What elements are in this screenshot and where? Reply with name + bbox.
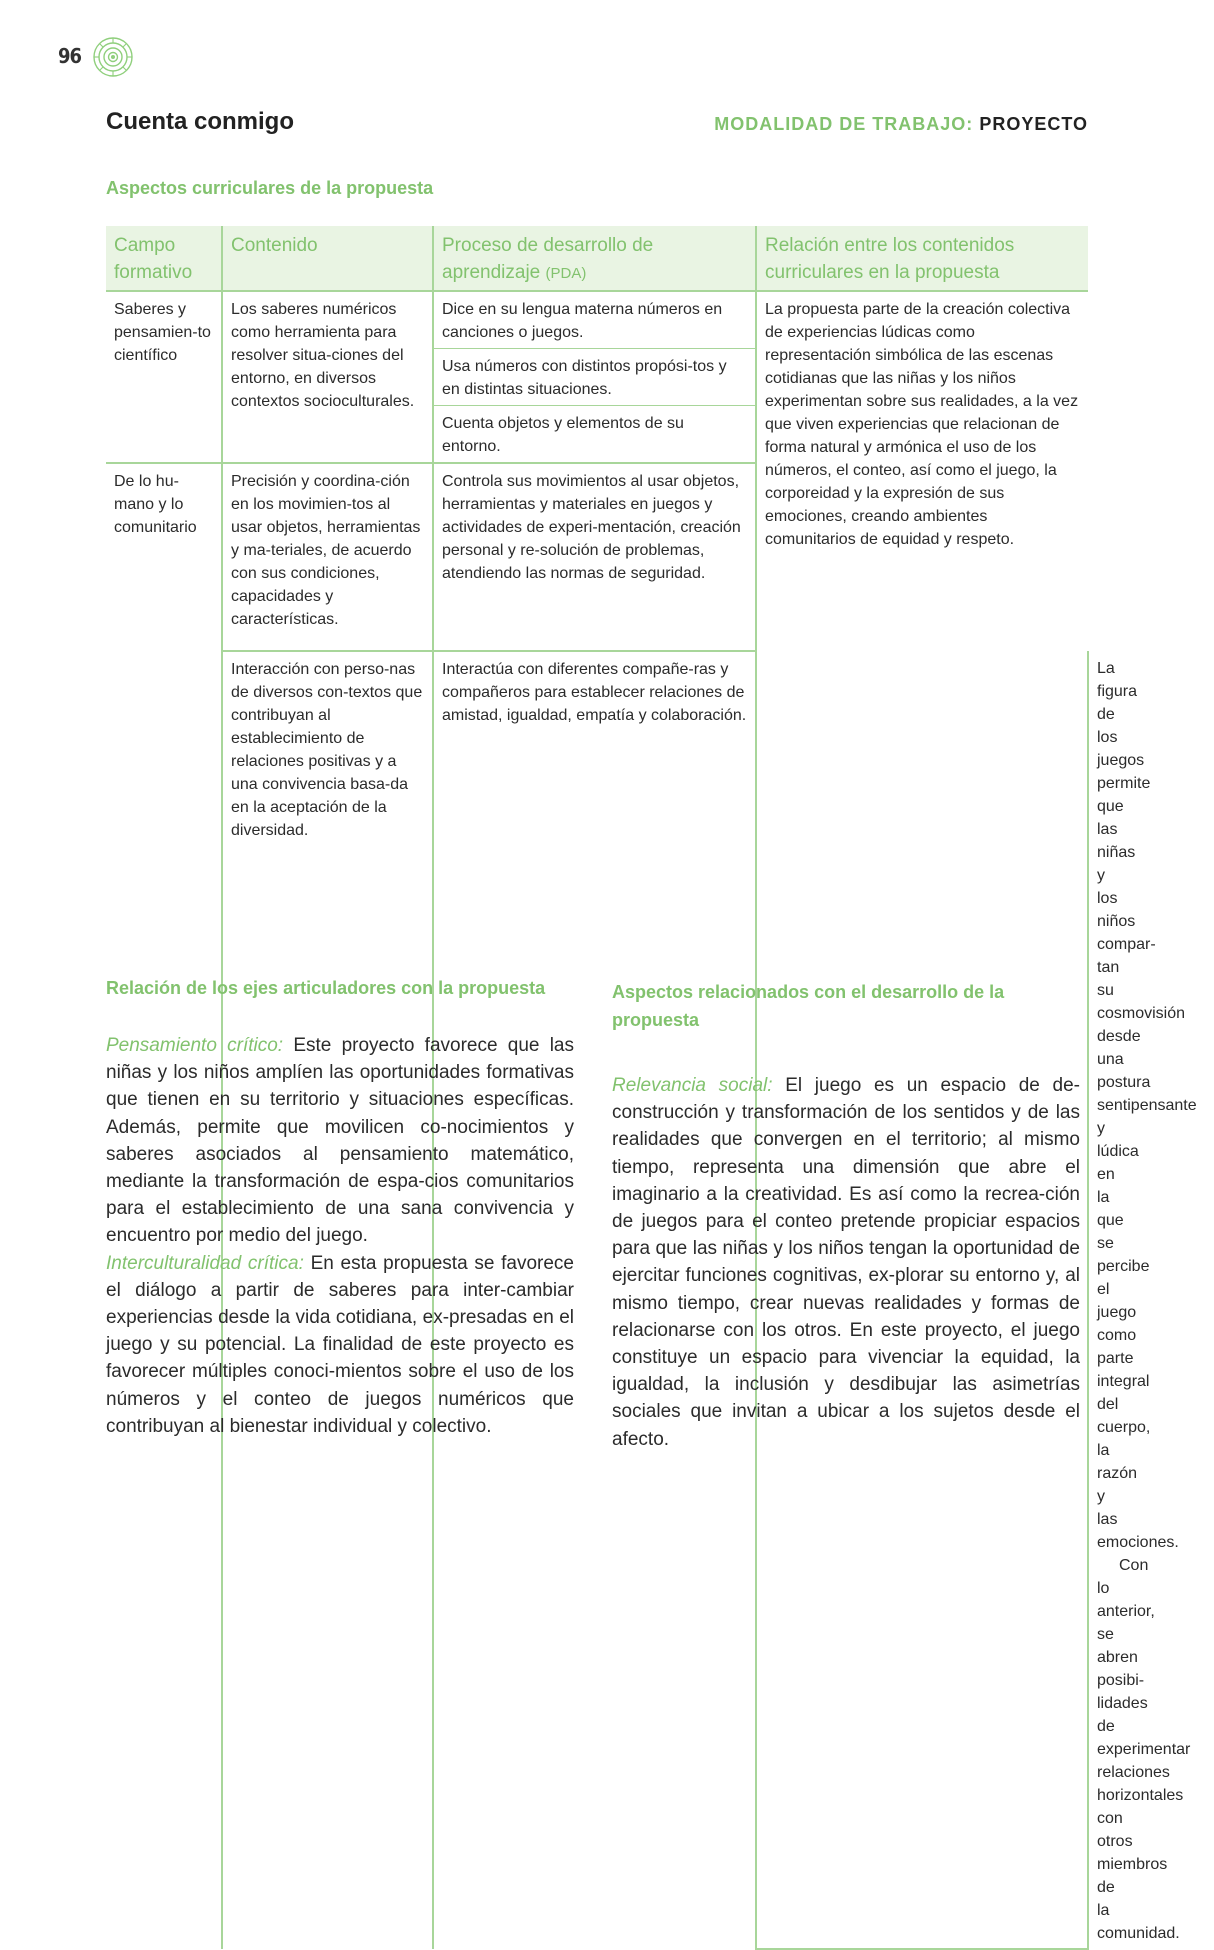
- ejes-section-title: Relación de los ejes articuladores con la propuesta: [106, 978, 546, 998]
- relacion-cell: La propuesta parte de la creación colectiva de experiencias lúdicas como representación simbólica de las escenas cotidianas que las niñas y los niños experimentan sobre sus realidades, a la vez que viven experiencias que relacionan de forma natural y armónica el uso de los números, el conteo, así como el juego, la corporeidad y la expresión de sus emociones, creando ambientes comunitarios de equidad y respeto.: [756, 291, 1088, 1949]
- ejes-body: [106, 1032, 574, 1440]
- contenido-cell: Precisión y coordina-ción en los movimien-tos al usar objetos, herramientas y ma-teriales, de acuerdo con sus condiciones, capacidades y características.: [222, 463, 433, 651]
- campo-cell: De lo hu-mano y lo comunitario: [114, 473, 197, 536]
- pda-cell: Usa números con distintos propósi-tos y en distintas situaciones.: [433, 349, 756, 406]
- table-row: Interacción con perso-nas de diversos con-textos que contribuyan al establecimiento de relaciones positivas y a una convivencia basa-da en la aceptación de la diversidad. Interactúa con diferentes compañe-ras y compañeros para establecer relaciones de amistad, igualdad, empatía y colaboración. La figura de los juegos permite que las niñas y los niños compar-tan su cosmovisión desde una postura sentipensante y lúdica en la que se percibe el juego como parte integral del cuerpo, la razón y las emociones. Con lo anterior, se abren posibi-lidades de experimentar relaciones horizontales con otros miembros de la comunidad.: [106, 651, 1088, 1949]
- pda-cell: Controla sus movimientos al usar objetos, herramientas y materiales en juegos y actividades de experi-mentación, creación personal y re-solución de problemas, atendiendo las normas de seguridad.: [433, 463, 756, 651]
- aspectos-section-title: Aspectos relacionados con el desarrollo de la propuesta: [612, 982, 1005, 1030]
- interculturalidad-label: Interculturalidad crítica:: [106, 1252, 304, 1274]
- header-pda-main: Proceso de desarrollo de aprendizaje: [442, 235, 654, 283]
- aspectos-body: [612, 1072, 1080, 1453]
- relevancia-social-text: El juego es un espacio de de-construcción y transformación de los sentidos y de las realidades que convergen en el territorio; al mismo tiempo, representa una dimensión que abre el imaginario a la creatividad. Es así como la recrea-ción de juegos para el conteo pretende propiciar espacios para que las niñas y los niños tengan la oportunidad de ejercitar funciones cognitivas, ex-plorar su entorno y, al mismo tiempo, crear nuevas realidades y formas de relacionarse con los otros. En este proyecto, el juego constituye un espacio para vivenciar la equidad, la igualdad, la inclusión y desdibujar las asimetrías sociales que invitan a ubicar a los sujetos desde el afecto.: [612, 1075, 1080, 1450]
- header-relacion: Relación entre los contenidos curriculares en la propuesta: [756, 226, 1088, 291]
- sun-spiral-logo-icon: [92, 36, 134, 78]
- relacion-paragraph: La figura de los juegos permite que las niñas y los niños compar-tan su cosmovisión desde una postura sentipensante y lúdica en la que se percibe el juego como parte integral del cuerpo, la razón y las emociones.: [1097, 660, 1197, 1551]
- interculturalidad-text: En esta propuesta se favorece el diálogo a partir de saberes para inter-cambiar experiencias desde la vida cotidiana, ex-presadas en el juego y su potencial. La finalidad de este proyecto es favorecer múltiples conoci-mientos sobre el uso de los números y el conteo de juegos numéricos que contribuyan al bienestar individual y colectivo.: [106, 1252, 575, 1437]
- contenido-cell: Los saberes numéricos como herramienta para resolver situa-ciones del entorno, en diversos contextos socioculturales.: [222, 291, 433, 463]
- pensamiento-critico-label: Pensamiento crítico:: [106, 1035, 284, 1056]
- page-number: 96: [58, 44, 82, 68]
- header-contenido: Contenido: [222, 226, 433, 291]
- modality-label: MODALIDAD DE TRABAJO:: [714, 114, 974, 134]
- modality-value: PROYECTO: [979, 114, 1088, 134]
- pensamiento-critico-text: Este proyecto favorece que las niñas y los niños amplíen las oportunidades formativas que tienen en su territorio y situaciones específicas. Además, permite que movilicen co-nocimientos y saberes asociados al pensamiento matemático, mediante la transformación de espa-cios comunitarios para el establecimiento de una sana convivencia y encuentro por medio del juego.: [106, 1035, 574, 1247]
- curricular-section-title: Aspectos curriculares de la propuesta: [106, 178, 434, 198]
- header-campo: Campo formativo: [106, 226, 222, 291]
- pda-cell: Interactúa con diferentes compañe-ras y compañeros para establecer relaciones de amistad, igualdad, empatía y colaboración.: [433, 651, 756, 1949]
- header-pda: [433, 226, 756, 291]
- work-modality: [714, 114, 1088, 135]
- relevancia-social-label: Relevancia social:: [612, 1075, 773, 1096]
- contenido-cell: Interacción con perso-nas de diversos con-textos que contribuyan al establecimiento de relaciones positivas y a una convivencia basa-da en la aceptación de la diversidad.: [222, 651, 433, 1949]
- table-row: [106, 291, 1088, 349]
- header-pda-abbr: (PDA): [545, 265, 587, 282]
- table-header-row: [106, 226, 1088, 291]
- pda-cell: Dice en su lengua materna números en canciones o juegos.: [433, 291, 756, 349]
- document-title: Cuenta conmigo: [106, 108, 295, 135]
- pda-cell: Cuenta objetos y elementos de su entorno.: [433, 406, 756, 464]
- campo-cell: Saberes y pensamien-to científico: [106, 291, 222, 463]
